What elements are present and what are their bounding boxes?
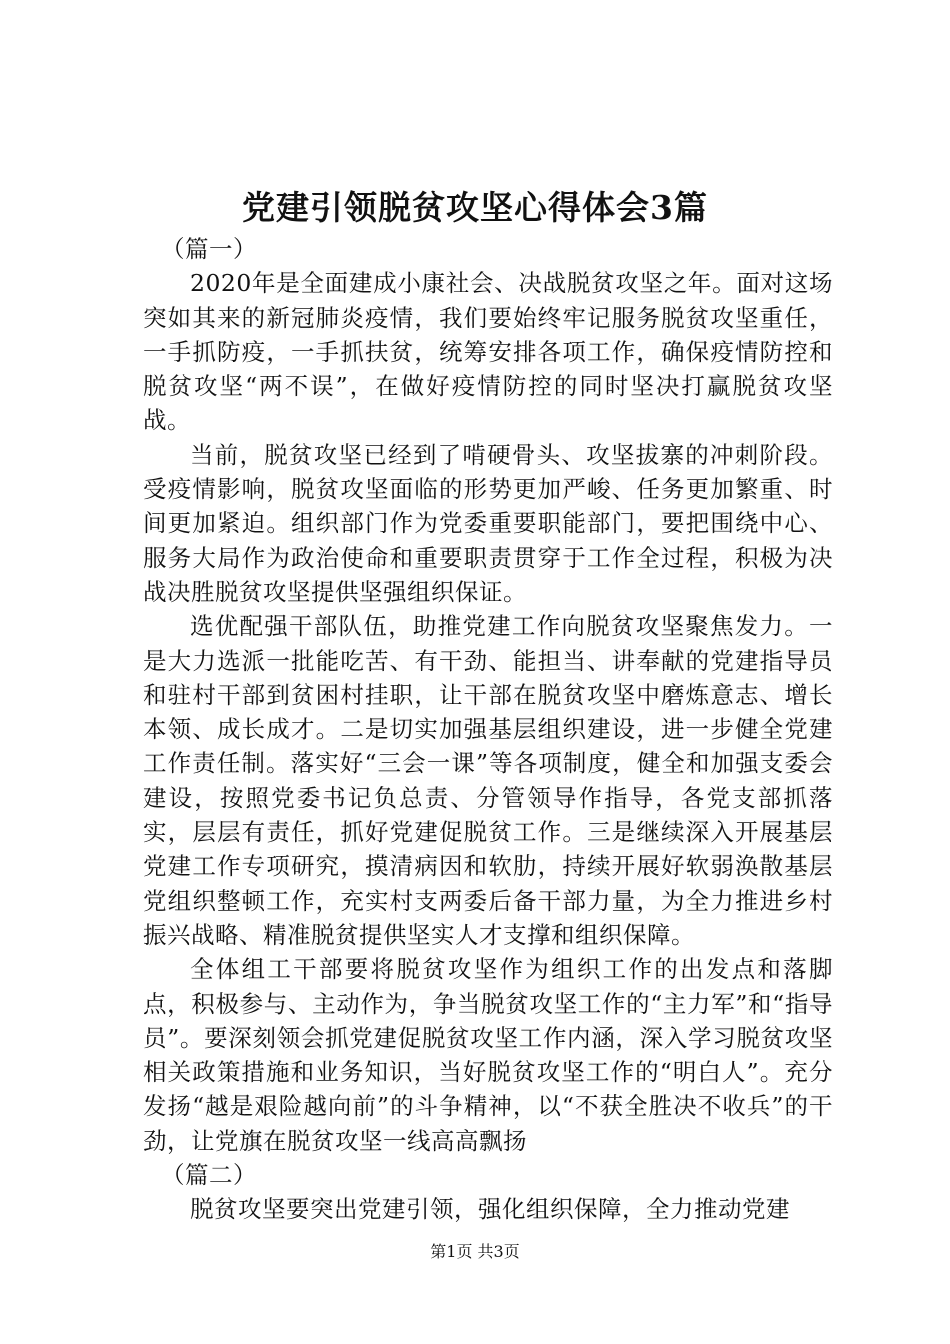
paragraph-2: 当前，脱贫攻坚已经到了啃硬骨头、攻坚拔寨的冲刺阶段。受疫情影响，脱贫攻坚面临的形势更加严峻、任务更加繁重、时间更加紧迫。组织部门作为党委重要职能部门，要把围绕中心、服务大局作为政治使命和重要职责贯穿于工作全过程，积极为决战决胜脱贫攻坚提供坚强组织保证。 <box>143 440 833 606</box>
document-body <box>143 232 833 1227</box>
page-footer: 第1页 共3页 <box>430 1242 520 1261</box>
section-label-1: （篇一） <box>161 235 257 263</box>
paragraph-5: 脱贫攻坚要突出党建引领，强化组织保障，全力推动党建 <box>190 1195 790 1224</box>
section-label-2: （篇二） <box>161 1161 257 1190</box>
paragraph-1: 2020年是全面建成小康社会、决战脱贫攻坚之年。面对这场突如其来的新冠肺炎疫情，我们要始终牢记服务脱贫攻坚重任，一手抓防疫，一手抓扶贫，统筹安排各项工作，确保疫情防控和脱贫攻坚“两不误”，在做好疫情防控的同时坚决打赢脱贫攻坚战。 <box>143 269 833 435</box>
document-title: 党建引领脱贫攻坚心得体会3篇 <box>242 188 708 227</box>
paragraph-4: 全体组工干部要将脱贫攻坚作为组织工作的出发点和落脚点，积极参与、主动作为，争当脱贫攻坚工作的“主力军”和“指导员”。要深刻领会抓党建促脱贫攻坚工作内涵，深入学习脱贫攻坚相关政策措施和业务知识，当好脱贫攻坚工作的“明白人”。充分发扬“越是艰险越向前”的斗争精神，以“不获全胜决不收兵”的干劲，让党旗在脱贫攻坚一线高高飘扬 <box>143 955 833 1155</box>
paragraph-3: 选优配强干部队伍，助推党建工作向脱贫攻坚聚焦发力。一是大力选派一批能吃苦、有干劲、能担当、讲奉献的党建指导员和驻村干部到贫困村挂职，让干部在脱贫攻坚中磨炼意志、增长本领、成长成才。二是切实加强基层组织建设，进一步健全党建工作责任制。落实好“三会一课”等各项制度，健全和加强支委会建设，按照党委书记负总责、分管领导作指导，各党支部抓落实，层层有责任，抓好党建促脱贫工作。三是继续深入开展基层党建工作专项研究，摸清病因和软肋，持续开展好软弱涣散基层党组织整顿工作，充实村支两委后备干部力量，为全力推进乡村振兴战略、精准脱贫提供坚实人才支撑和组织保障。 <box>143 612 833 949</box>
